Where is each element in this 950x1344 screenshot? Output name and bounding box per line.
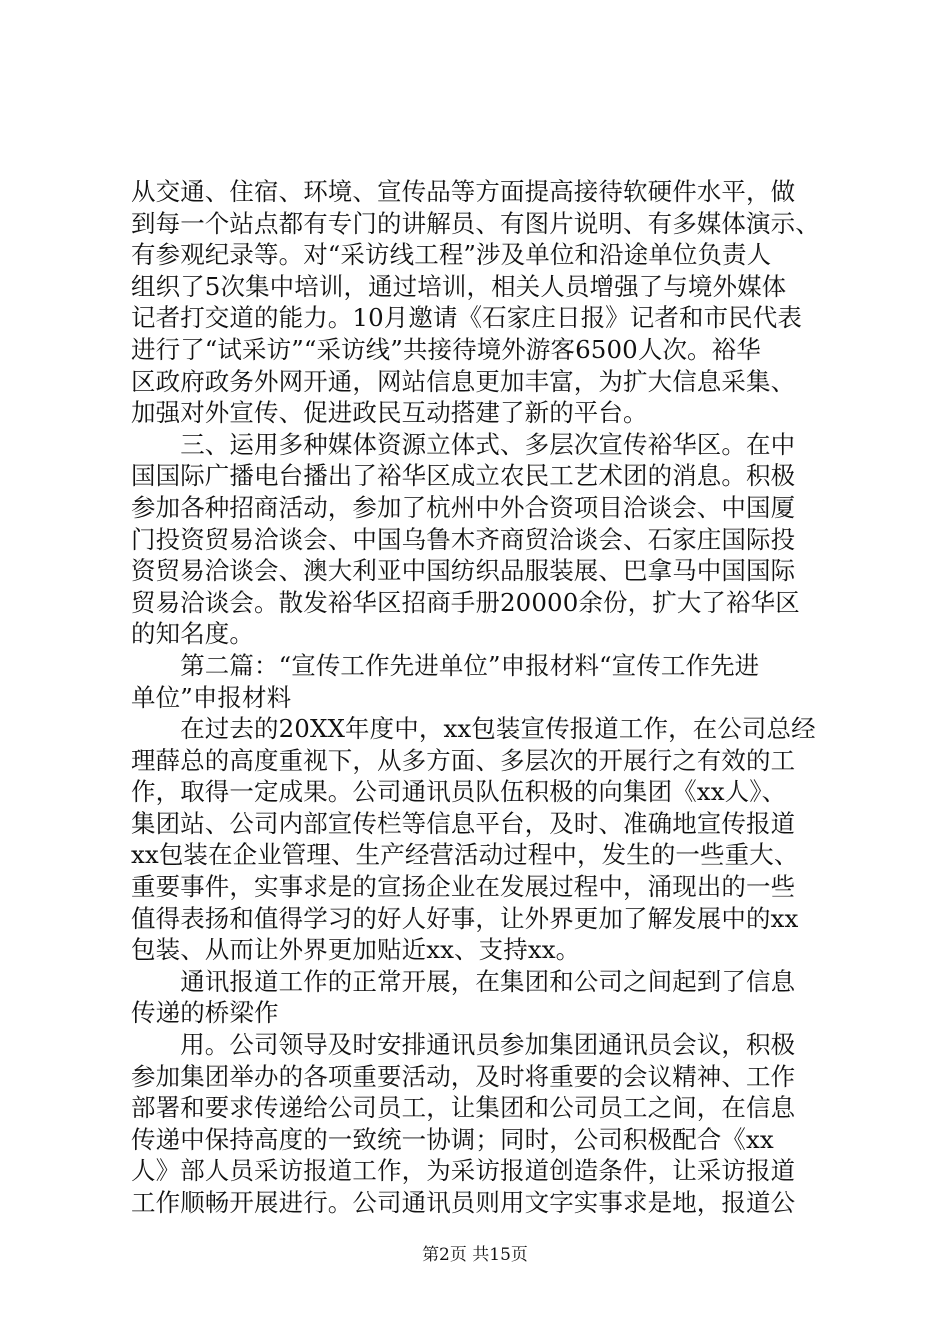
text-line: xx包装在企业管理、生产经营活动过程中，发生的一些重大、 [131,840,799,870]
text-line: 重要事件，实事求是的宣扬企业在发展过程中，涌现出的一些 [131,872,796,902]
section-heading: 第二篇：“宣传工作先进单位”申报材料“宣传工作先进 [131,650,760,680]
document-body [131,176,831,1219]
text-line: 部署和要求传递给公司员工，让集团和公司员工之间，在信息 [131,1093,796,1123]
text-line: 三、运用多种媒体资源立体式、多层次宣传裕华区。在中 [131,429,796,459]
text-line: 国国际广播电台播出了裕华区成立农民工艺术团的消息。积极 [131,461,796,491]
text-line: 参加集团举办的各项重要活动，及时将重要的会议精神、工作 [131,1061,796,1091]
text-line: 人》部人员采访报道工作，为采访报道创造条件，让采访报道 [131,1156,796,1186]
text-line: 贸易洽谈会。散发裕华区招商手册20000余份，扩大了裕华区 [131,587,800,617]
text-line: 记者打交道的能力。10月邀请《石家庄日报》记者和市民代表 [131,303,802,333]
text-line: 值得表扬和值得学习的好人好事，让外界更加了解发展中的xx [131,903,799,933]
text-line: 进行了“试采访”“采访线”共接待境外游客6500人次。裕华 [131,334,761,364]
text-line: 集团站、公司内部宣传栏等信息平台，及时、准确地宣传报道 [131,808,796,838]
text-line: 门投资贸易洽谈会、中国乌鲁木齐商贸洽谈会、石家庄国际投 [131,524,796,554]
page-number-label: 第2页 共15页 [422,1245,528,1265]
text-line: 包装、从而让外界更加贴近xx、支持xx。 [131,935,581,965]
text-line: 加强对外宣传、促进政民互动搭建了新的平台。 [131,398,648,428]
text-line: 有参观纪录等。对“采访线工程”涉及单位和沿途单位负责人 [131,240,772,270]
text-line: 区政府政务外网开通，网站信息更加丰富，为扩大信息采集、 [131,366,796,396]
text-line: 参加各种招商活动，参加了杭州中外合资项目洽谈会、中国厦 [131,492,796,522]
text-line: 组织了5次集中培训，通过培训，相关人员增强了与境外媒体 [131,271,787,301]
text-line: 资贸易洽谈会、澳大利亚中国纺织品服装展、巴拿马中国国际 [131,556,796,586]
text-line: 通讯报道工作的正常开展，在集团和公司之间起到了信息 [131,966,796,996]
text-line: 在过去的20XX年度中，xx包装宣传报道工作，在公司总经 [131,714,816,744]
text-line: 作，取得一定成果。公司通讯员队伍积极的向集团《xx人》、 [131,777,787,807]
page-footer [0,1243,950,1267]
text-line: 工作顺畅开展进行。公司通讯员则用文字实事求是地，报道公 [131,1188,796,1217]
text-line: 的知名度。 [131,619,254,649]
text-line: 传递中保持高度的一致统一协调；同时，公司积极配合《xx [131,1124,774,1154]
text-line: 传递的桥梁作 [131,998,279,1028]
section-heading: 单位”申报材料 [131,682,292,712]
text-line: 理薛总的高度重视下，从多方面、多层次的开展行之有效的工 [131,745,796,775]
text-line: 到每一个站点都有专门的讲解员、有图片说明、有多媒体演示、 [131,208,820,238]
text-line: 从交通、住宿、环境、宣传品等方面提高接待软硬件水平，做 [131,177,796,206]
text-line: 用。公司领导及时安排通讯员参加集团通讯员会议，积极 [131,1030,796,1060]
